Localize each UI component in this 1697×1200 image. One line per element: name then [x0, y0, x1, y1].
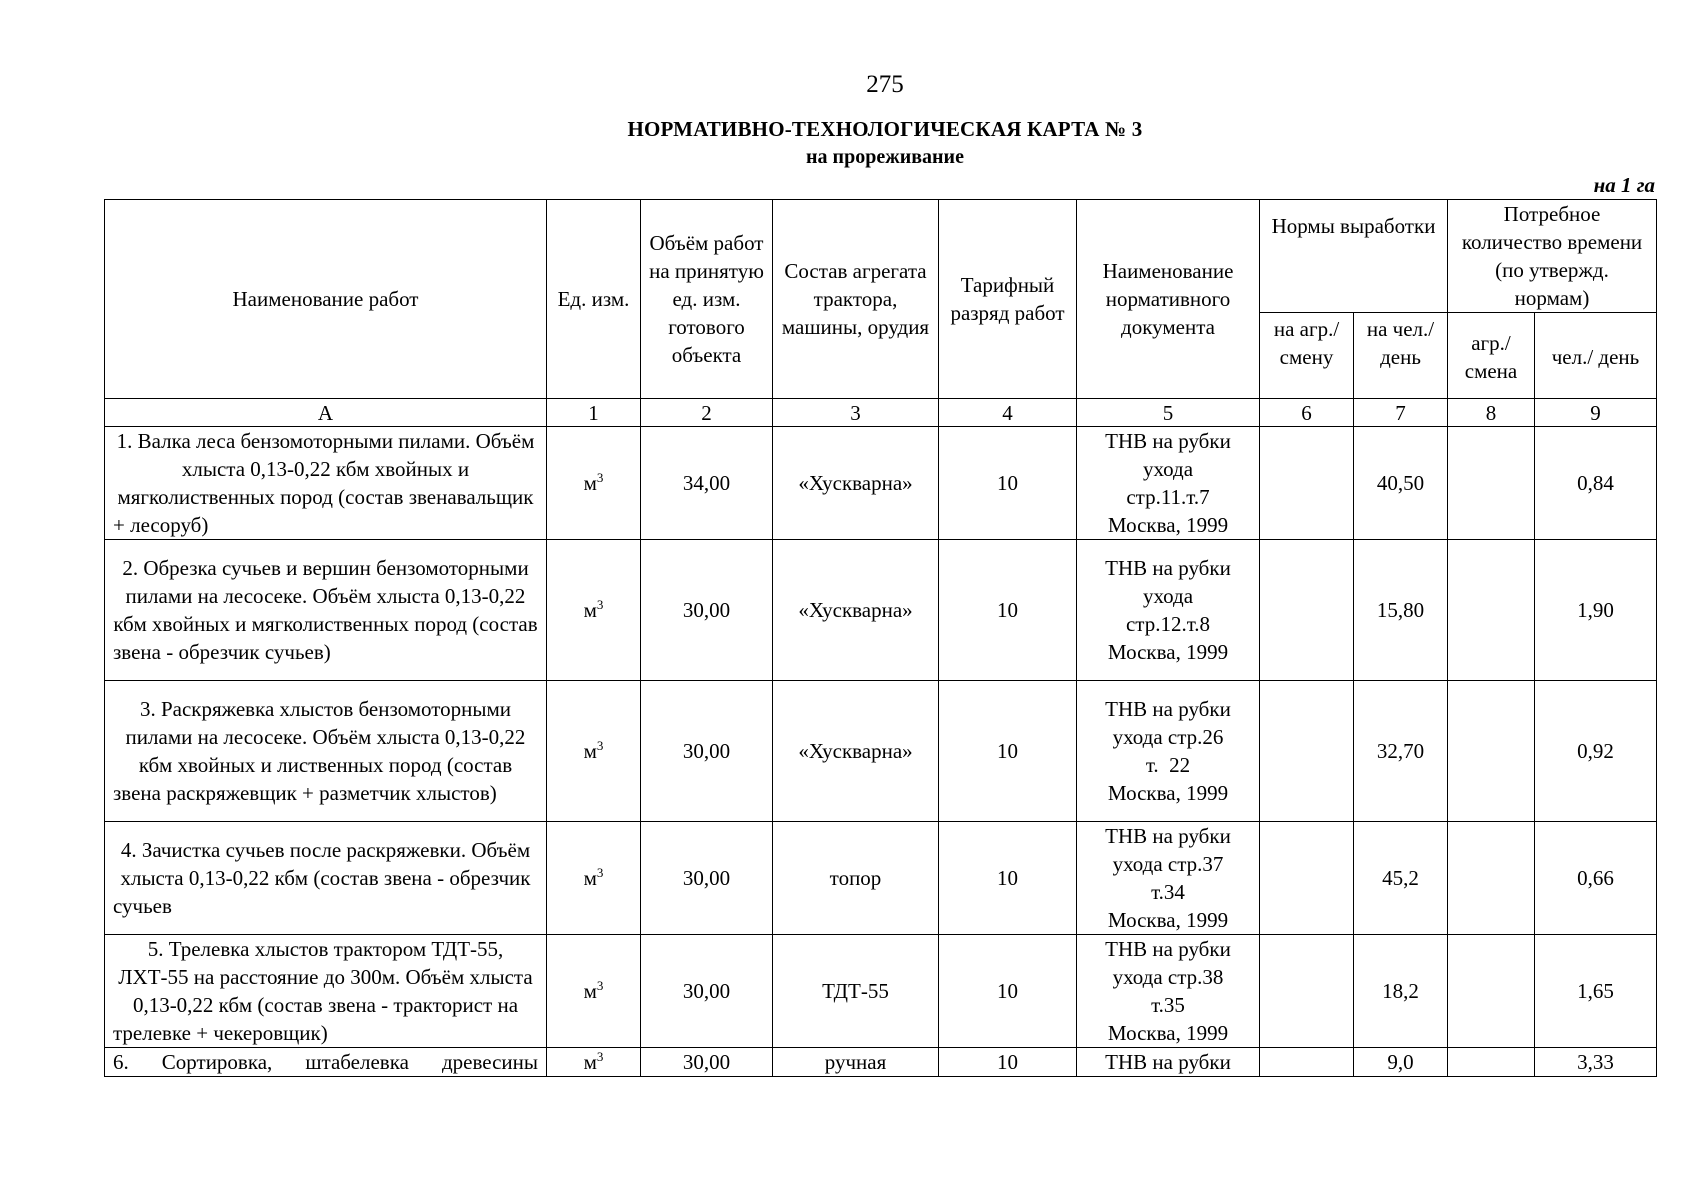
time-person-cell: 1,90	[1535, 540, 1657, 681]
unit-note: на 1 га	[1593, 173, 1655, 197]
norm-person-cell: 15,80	[1354, 540, 1448, 681]
doc-cell: ТНВ на рубки ухода стр.37 т.34 Москва, 1999	[1077, 822, 1260, 935]
time-agg-cell	[1448, 935, 1535, 1048]
norm-agg-cell	[1260, 540, 1354, 681]
time-agg-cell	[1448, 427, 1535, 540]
aggregate-cell: топор	[773, 822, 939, 935]
unit-cell: $м^3$	[547, 935, 641, 1048]
column-number: 5	[1077, 399, 1260, 427]
header-work-name: Наименование работ	[105, 200, 547, 399]
unit-cell: $м^3$	[547, 540, 641, 681]
doc-cell: ТНВ на рубки	[1077, 1048, 1260, 1077]
table-row	[105, 681, 1657, 822]
unit-cell: $м^3$	[547, 1048, 641, 1077]
doc-cell: ТНВ на рубки ухода стр.38 т.35 Москва, 1999	[1077, 935, 1260, 1048]
time-person-cell: 0,66	[1535, 822, 1657, 935]
column-number: 7	[1354, 399, 1448, 427]
header-aggregate: Состав агрегата трактора, машины, орудия	[773, 200, 939, 399]
doc-cell: ТНВ на рубки ухода стр.11.т.7 Москва, 1999	[1077, 427, 1260, 540]
volume-cell: 30,00	[641, 822, 773, 935]
column-number: 1	[547, 399, 641, 427]
aggregate-cell: ТДТ-55	[773, 935, 939, 1048]
column-number: 3	[773, 399, 939, 427]
column-number: 8	[1448, 399, 1535, 427]
tariff-cell: 10	[939, 540, 1077, 681]
page-number: 275	[866, 71, 904, 98]
tariff-cell: 10	[939, 1048, 1077, 1077]
table-row	[105, 540, 1657, 681]
work-description: 2. Обрезка сучьев и вершин бензомоторными пилами на лесосеке. Объём хлыста 0,13-0,22 кбм хвойных и мягколиственных пород (состав звена - обрезчик сучьев)	[105, 540, 547, 681]
work-description: 1. Валка леса бензомоторными пилами. Объём хлыста 0,13-0,22 кбм хвойных и мягколиственных пород (состав звенавальщик + лесоруб)	[105, 427, 547, 540]
tariff-cell: 10	[939, 427, 1077, 540]
norm-agg-cell	[1260, 822, 1354, 935]
norm-person-cell: 9,0	[1354, 1048, 1448, 1077]
time-person-cell: 0,84	[1535, 427, 1657, 540]
norm-person-cell: 18,2	[1354, 935, 1448, 1048]
norm-person-cell: 45,2	[1354, 822, 1448, 935]
aggregate-cell: «Хускварна»	[773, 427, 939, 540]
tariff-cell: 10	[939, 935, 1077, 1048]
table-row	[105, 1048, 1657, 1077]
norm-agg-cell	[1260, 427, 1354, 540]
header-tariff: Тарифный разряд работ	[939, 200, 1077, 399]
header-volume: Объём работ на принятую ед. изм. готового объекта	[641, 200, 773, 399]
norm-agg-cell	[1260, 681, 1354, 822]
table-row	[105, 427, 1657, 540]
header-time-person: чел./ день	[1535, 313, 1657, 399]
volume-cell: 30,00	[641, 1048, 773, 1077]
doc-cell: ТНВ на рубки ухода стр.26 т. 22 Москва, 1999	[1077, 681, 1260, 822]
volume-cell: 34,00	[641, 427, 773, 540]
document-title: НОРМАТИВНО-ТЕХНОЛОГИЧЕСКАЯ КАРТА № 3	[627, 117, 1143, 141]
header-time-agg: агр./ смена	[1448, 313, 1535, 399]
time-agg-cell	[1448, 822, 1535, 935]
time-agg-cell	[1448, 681, 1535, 822]
volume-cell: 30,00	[641, 935, 773, 1048]
aggregate-cell: ручная	[773, 1048, 939, 1077]
norms-table	[104, 199, 1657, 1077]
unit-cell: $м^3$	[547, 681, 641, 822]
table-row	[105, 935, 1657, 1048]
time-person-cell: 3,33	[1535, 1048, 1657, 1077]
work-description: 4. Зачистка сучьев после раскряжевки. Объём хлыста 0,13-0,22 кбм (состав звена - обрезчик сучьев	[105, 822, 547, 935]
column-number: 2	[641, 399, 773, 427]
header-doc-name: Наименование нормативного документа	[1077, 200, 1260, 399]
volume-cell: 30,00	[641, 540, 773, 681]
tariff-cell: 10	[939, 681, 1077, 822]
work-description: 6. Сортировка, штабелевка древесины	[105, 1048, 547, 1077]
column-number: 9	[1535, 399, 1657, 427]
header-time: Потребное количество времени (по утвержд. нормам)	[1448, 200, 1657, 313]
column-number: 4	[939, 399, 1077, 427]
column-number: 6	[1260, 399, 1354, 427]
work-description: 5. Трелевка хлыстов трактором ТДТ-55, ЛХТ-55 на расстояние до 300м. Объём хлыста 0,13-0,22 кбм (состав звена - тракторист на трелевке + чекеровщик)	[105, 935, 547, 1048]
table-row	[105, 822, 1657, 935]
document-subtitle: на прореживание	[806, 146, 964, 168]
aggregate-cell: «Хускварна»	[773, 540, 939, 681]
column-number: А	[105, 399, 547, 427]
volume-cell: 30,00	[641, 681, 773, 822]
norm-person-cell: 32,70	[1354, 681, 1448, 822]
header-norm-per-person: на чел./ день	[1354, 313, 1448, 399]
norm-agg-cell	[1260, 1048, 1354, 1077]
norm-person-cell: 40,50	[1354, 427, 1448, 540]
time-person-cell: 1,65	[1535, 935, 1657, 1048]
tariff-cell: 10	[939, 822, 1077, 935]
doc-cell: ТНВ на рубки ухода стр.12.т.8 Москва, 1999	[1077, 540, 1260, 681]
norm-agg-cell	[1260, 935, 1354, 1048]
unit-cell: $м^3$	[547, 427, 641, 540]
unit-cell: $м^3$	[547, 822, 641, 935]
aggregate-cell: «Хускварна»	[773, 681, 939, 822]
work-description: 3. Раскряжевка хлыстов бензомоторными пилами на лесосеке. Объём хлыста 0,13-0,22 кбм хвойных и лиственных пород (состав звена раскряжевщик + разметчик хлыстов)	[105, 681, 547, 822]
header-norms: Нормы выработки	[1260, 200, 1448, 313]
time-person-cell: 0,92	[1535, 681, 1657, 822]
time-agg-cell	[1448, 1048, 1535, 1077]
time-agg-cell	[1448, 540, 1535, 681]
header-norm-per-agg: на агр./ смену	[1260, 313, 1354, 399]
header-unit: Ед. изм.	[547, 200, 641, 399]
